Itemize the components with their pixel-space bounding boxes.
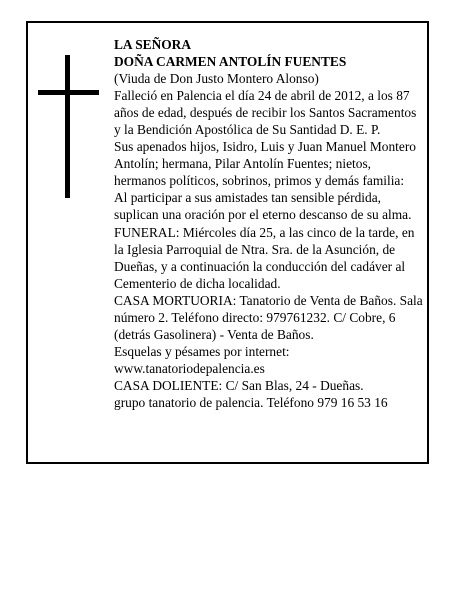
- cross-vertical-bar: [65, 55, 70, 198]
- funeral-paragraph: FUNERAL: Miércoles día 25, a las cinco de la tarde, en la Iglesia Parroquial de Ntra. Sra. de la Asunción, de Dueñas, y a continuación la conducción del cadáver al Cementerio de dicha localidad.: [114, 224, 415, 291]
- obituary-notice: [26, 21, 429, 464]
- mortuary-paragraph: CASA MORTUORIA: Tanatorio de Venta de Baños. Sala número 2. Teléfono directo: 979761232. C/ Cobre, 6 (detrás Gasolinera) - Venta de Baños.: [114, 292, 423, 342]
- family-paragraph: Sus apenados hijos, Isidro, Luis y Juan Manuel Montero Antolín; hermana, Pilar Antolín Fuentes; nietos, hermanos políticos, sobrinos, primos y demás familia:: [114, 139, 417, 189]
- notice-title: LA SEÑORA: [114, 37, 192, 52]
- internet-paragraph: Esquelas y pésames por internet: www.tanatoriodepalencia.es: [114, 343, 290, 376]
- home-paragraph: CASA DOLIENTE: C/ San Blas, 24 - Dueñas.: [114, 377, 364, 393]
- widow-line: (Viuda de Don Justo Montero Alonso): [114, 71, 319, 87]
- cross-horizontal-bar: [38, 90, 99, 95]
- footer-paragraph: grupo tanatorio de palencia. Teléfono 979 16 53 16: [114, 394, 388, 410]
- notice-text: [114, 36, 424, 411]
- latin-cross-icon: [38, 55, 102, 198]
- deceased-name: DOÑA CARMEN ANTOLÍN FUENTES: [114, 54, 347, 70]
- request-paragraph: Al participar a sus amistades tan sensible pérdida, suplican una oración por el eterno descanso de su alma.: [114, 190, 412, 223]
- death-paragraph: Falleció en Palencia el día 24 de abril de 2012, a los 87 años de edad, después de recibir los Santos Sacramentos y la Bendición Apostólica de Su Santidad D. E. P.: [114, 88, 417, 138]
